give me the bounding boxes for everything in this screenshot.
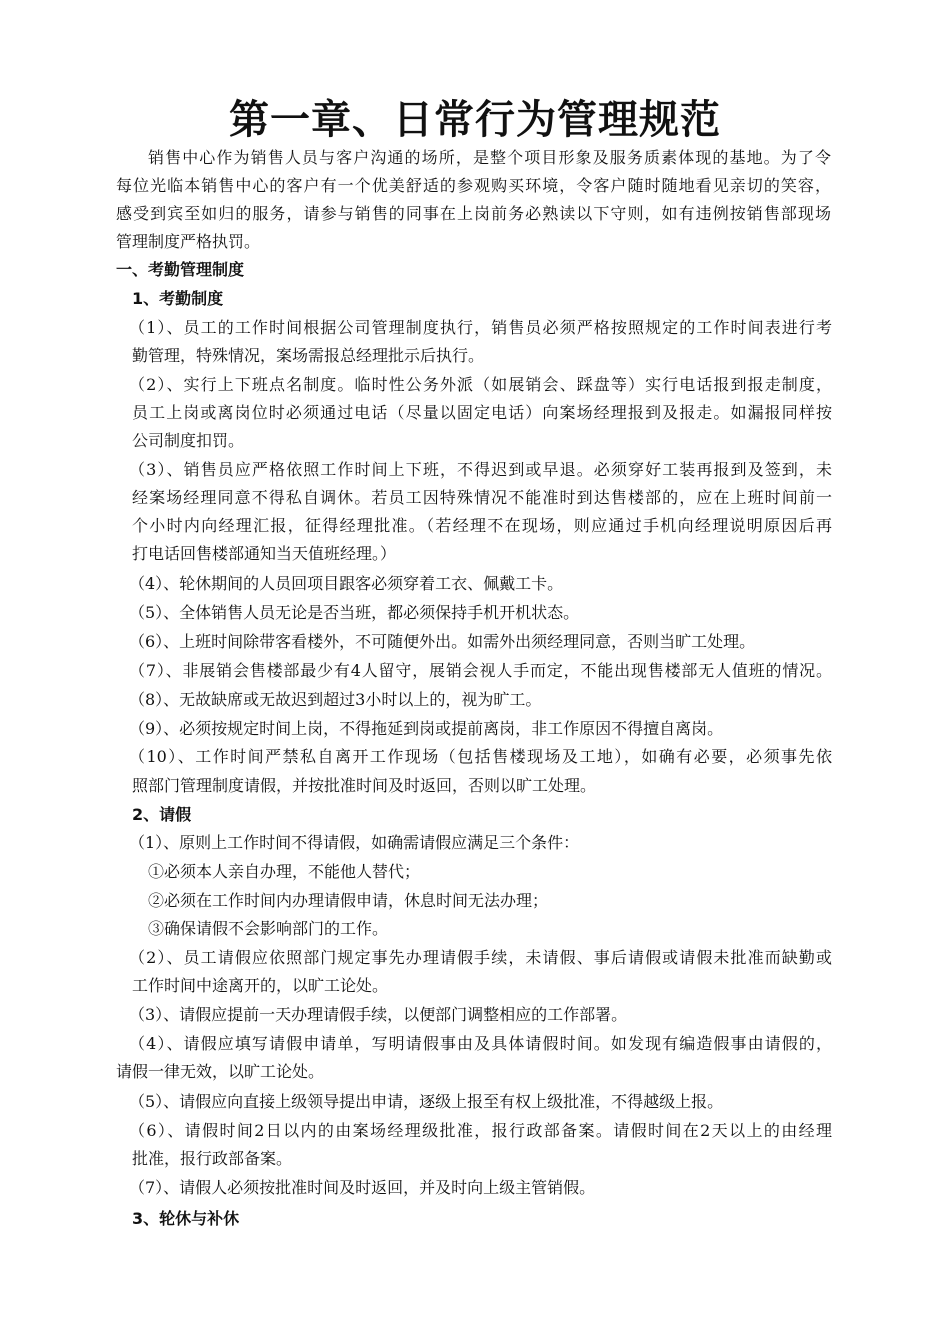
section-heading: 一、考勤管理制度 <box>116 260 245 279</box>
subsection-heading: 2、请假 <box>132 805 192 824</box>
rule-line: （1）、原则上工作时间不得请假，如确需请假应满足三个条件： <box>129 833 580 852</box>
condition-line: ①必须本人亲自办理，不能他人替代； <box>148 862 421 881</box>
rule-line: 照部门管理制度请假，并按批准时间及时返回，否则以旷工处理。 <box>132 776 597 795</box>
subsection-heading: 1、考勤制度 <box>132 289 224 308</box>
rule-line: （8）、无故缺席或无故迟到超过3小时以上的，视为旷工。 <box>129 690 542 709</box>
intro-line: 感受到宾至如归的服务，请参与销售的同事在上岗前务必熟读以下守则，如有违例按销售部现场 <box>116 204 831 223</box>
rule-line: （4）、轮休期间的人员回项目跟客必须穿着工衣、佩戴工卡。 <box>129 574 564 593</box>
rule-line: （10）、工作时间严禁私自离开工作现场（包括售楼现场及工地），如确有必要，必须事先依 <box>129 747 832 766</box>
rule-line: （6）、上班时间除带客看楼外，不可随便外出。如需外出须经理同意，否则当旷工处理。 <box>129 632 756 651</box>
intro-line: 每位光临本销售中心的客户有一个优美舒适的参观购买环境，令客户随时随地看见亲切的笑容， <box>116 176 831 195</box>
condition-line: ②必须在工作时间内办理请假申请，休息时间无法办理； <box>148 891 549 910</box>
chapter-title: 第一章、日常行为管理规范 <box>229 96 721 143</box>
rule-line: 公司制度扣罚。 <box>132 431 245 450</box>
rule-line: 打电话回售楼部通知当天值班经理。） <box>132 544 397 563</box>
rule-line: （3）、销售员应严格依照工作时间上下班，不得迟到或早退。必须穿好工装再报到及签到，未 <box>129 460 832 479</box>
rule-line: 勤管理，特殊情况，案场需报总经理批示后执行。 <box>132 346 485 365</box>
rule-line: 请假一律无效，以旷工论处。 <box>116 1062 325 1081</box>
rule-line: 经案场经理同意不得私自调休。若员工因特殊情况不能准时到达售楼部的，应在上班时间前一 <box>132 488 832 507</box>
rule-line: 员工上岗或离岗位时必须通过电话（尽量以固定电话）向案场经理报到及报走。如漏报同样按 <box>132 403 832 422</box>
rule-line: 批准，报行政部备案。 <box>132 1149 293 1168</box>
subsection-heading: 3、轮休与补休 <box>132 1209 240 1228</box>
rule-line: （6）、请假时间2日以内的由案场经理级批准，报行政部备案。请假时间在2天以上的由经理 <box>129 1121 832 1140</box>
intro-line: 管理制度严格执罚。 <box>116 232 261 251</box>
rule-line: （7）、非展销会售楼部最少有4人留守，展销会视人手而定，不能出现售楼部无人值班的情况。 <box>129 661 832 680</box>
rule-line: 工作时间中途离开的，以旷工论处。 <box>132 976 389 995</box>
rule-line: （1）、员工的工作时间根据公司管理制度执行，销售员必须严格按照规定的工作时间表进行考 <box>129 318 832 337</box>
condition-line: ③确保请假不会影响部门的工作。 <box>148 919 389 938</box>
rule-line: （2）、实行上下班点名制度。临时性公务外派（如展销会、踩盘等）实行电话报到报走制度， <box>129 375 832 394</box>
rule-line: （4）、请假应填写请假申请单，写明请假事由及具体请假时间。如发现有编造假事由请假的， <box>129 1034 832 1053</box>
rule-line: （5）、请假应向直接上级领导提出申请，逐级上报至有权上级批准，不得越级上报。 <box>129 1092 724 1111</box>
intro-line: 销售中心作为销售人员与客户沟通的场所，是整个项目形象及服务质素体现的基地。为了令 <box>148 148 831 167</box>
rule-line: （9）、必须按规定时间上岗，不得拖延到岗或提前离岗，非工作原因不得擅自离岗。 <box>129 719 724 738</box>
rule-line: （5）、全体销售人员无论是否当班，都必须保持手机开机状态。 <box>129 603 580 622</box>
rule-line: （7）、请假人必须按批准时间及时返回，并及时向上级主管销假。 <box>129 1178 596 1197</box>
rule-line: （2）、员工请假应依照部门规定事先办理请假手续，未请假、事后请假或请假未批准而缺勤或 <box>129 948 832 967</box>
rule-line: 个小时内向经理汇报，征得经理批准。（若经理不在现场，则应通过手机向经理说明原因后再 <box>132 516 832 535</box>
rule-line: （3）、请假应提前一天办理请假手续，以便部门调整相应的工作部署。 <box>129 1005 628 1024</box>
